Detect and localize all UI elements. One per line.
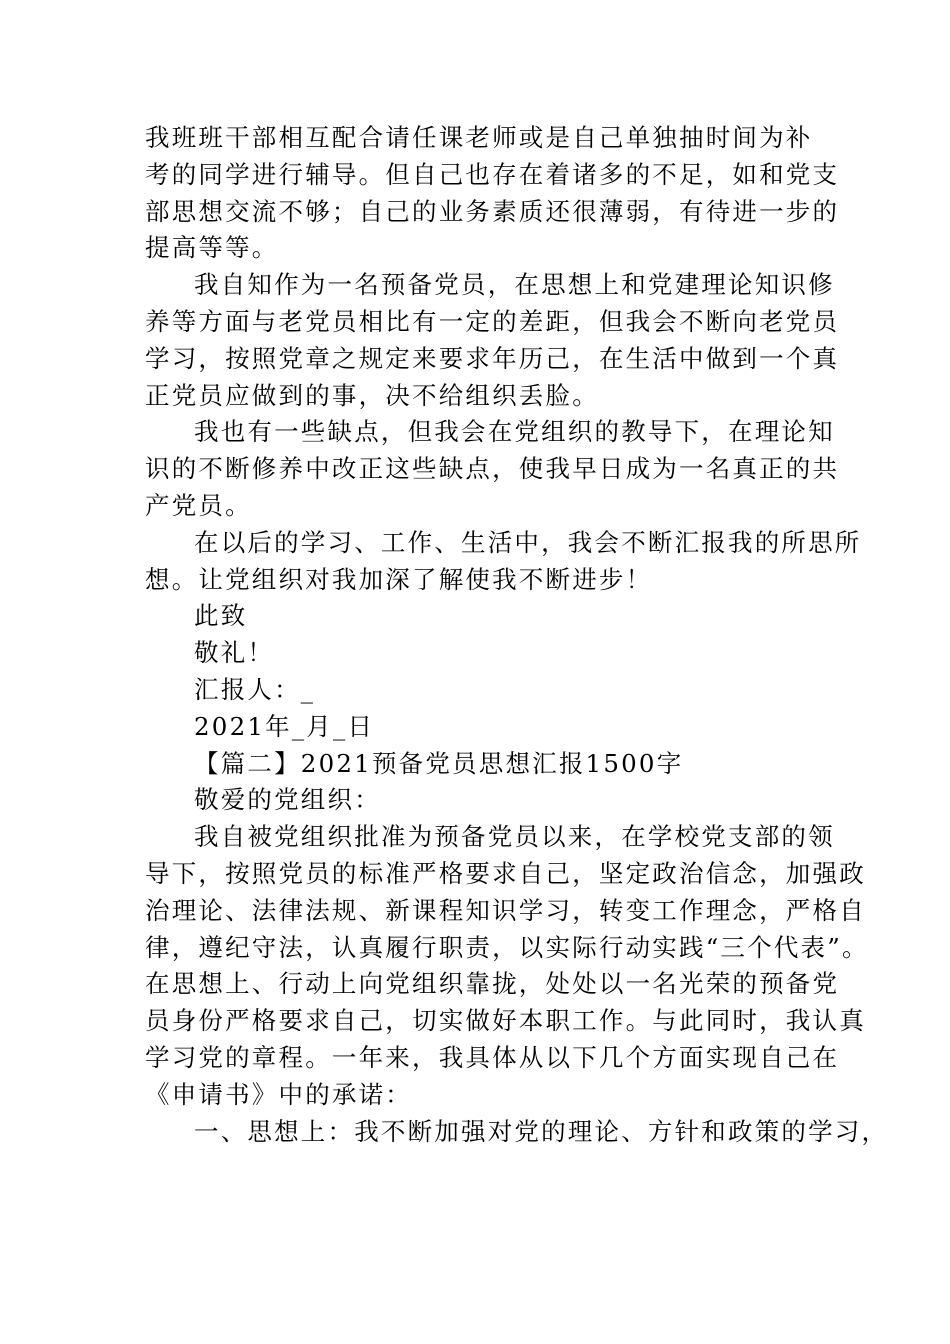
text-line: 考的同学进行辅导。但自己也存在着诸多的不足，如和党支 (145, 159, 840, 189)
text-line: 导下，按照党员的标准严格要求自己，坚定政治信念，加强政 (145, 858, 866, 888)
paragraph-start-line: 一、思想上：我不断加强对党的理论、方针和政策的学习， (194, 1116, 889, 1146)
text-line: 我班班干部相互配合请任课老师或是自己单独抽时间为补 (145, 123, 813, 152)
text-line: 正党员应做到的事，决不给组织丢脸。 (145, 380, 599, 410)
text-line: 养等方面与老党员相比有一定的差距，但我会不断向老党员 (145, 306, 840, 336)
text-line: 学习，按照党章之规定来要求年历己，在生活中做到一个真 (145, 343, 840, 373)
reporter-signature: 汇报人：_ (194, 674, 316, 704)
closing-salutation: 此致 (194, 601, 248, 631)
text-line: 《申请书》中的承诺： (145, 1079, 412, 1109)
text-line: 治理论、法律法规、新课程知识学习，转变工作理念，严格自 (145, 895, 866, 925)
text-line: 产党员。 (145, 490, 252, 520)
text-line: 识的不断修养中改正这些缺点，使我早日成为一名真正的共 (145, 454, 840, 484)
letter-greeting: 敬爱的党组织： (194, 785, 381, 815)
text-line: 在思想上、行动上向党组织靠拢，处处以一名光荣的预备党 (145, 969, 840, 999)
report-date: 2021年_月_日 (194, 711, 375, 741)
closing-regards: 敬礼！ (194, 638, 275, 668)
text-line: 提高等等。 (145, 233, 279, 263)
paragraph-start-line: 我自被党组织批准为预备党员以来，在学校党支部的领 (194, 822, 835, 852)
paragraph-start-line: 我自知作为一名预备党员，在思想上和党建理论知识修 (194, 270, 835, 300)
text-line: 学习党的章程。一年来，我具体从以下几个方面实现自己在 (145, 1042, 840, 1072)
text-line: 员身份严格要求自己，切实做好本职工作。与此同时，我认真 (145, 1006, 866, 1036)
paragraph-start-line: 在以后的学习、工作、生活中，我会不断汇报我的所思所 (194, 527, 862, 557)
text-line: 想。让党组织对我加深了解使我不断进步！ (145, 564, 653, 594)
text-line: 律，遵纪守法，认真履行职责，以实际行动实践“三个代表”。 (145, 932, 869, 962)
paragraph-start-line: 我也有一些缺点，但我会在党组织的教导下，在理论知 (194, 417, 835, 447)
section-heading: 【篇二】2021预备党员思想汇报1500字 (194, 748, 684, 778)
document-page (145, 120, 889, 1150)
text-line: 部思想交流不够；自己的业务素质还很薄弱，有待进一步的 (145, 196, 840, 226)
